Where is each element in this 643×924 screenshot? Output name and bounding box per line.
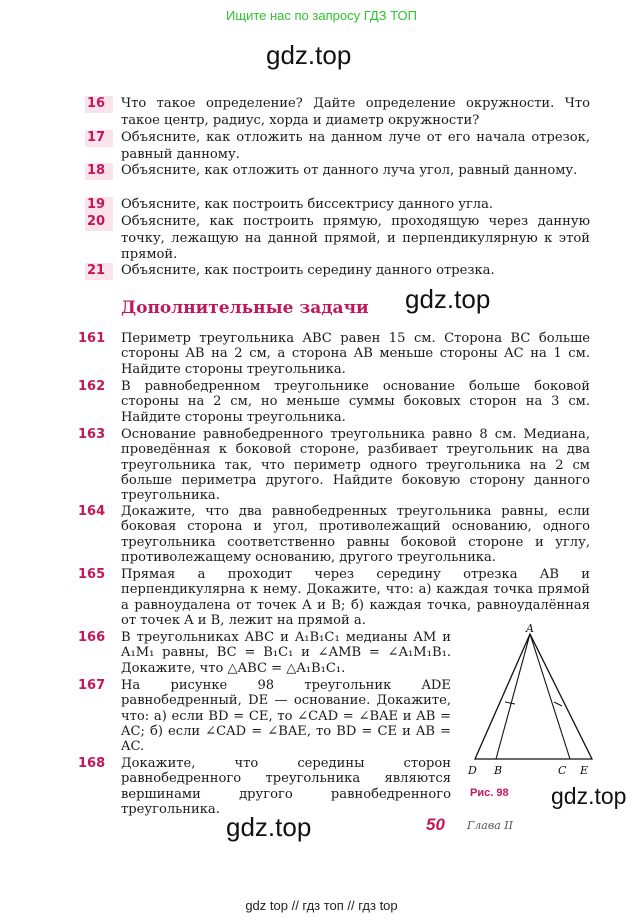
problem-number: 161 [78, 331, 106, 346]
question-item [85, 96, 590, 129]
problem-text: В равнобедренном треугольнике основание больше боковой стороны на 2 см, но меньше суммы боковых сторон на 3 см. Найдите стороны треугольника. [121, 379, 590, 425]
label-c: C [558, 764, 567, 777]
problem-text: Периметр треугольника ABC равен 15 см. Сторона BC больше стороны AB на 2 см, а сторона AB меньше стороны AC на 1 см. Найдите стороны треугольника. [121, 331, 590, 377]
question-text: Объясните, как отложить на данном луче от его начала отрезок, равный данному. [121, 130, 590, 162]
tick-mark [554, 702, 562, 706]
question-number: 20 [85, 214, 113, 231]
label-e: E [580, 764, 589, 777]
section-title: Дополнительные задачи [121, 298, 369, 318]
question-item [85, 130, 590, 163]
problem-item [78, 630, 451, 676]
label-d: D [468, 764, 477, 777]
chapter-label: Глава II [467, 819, 513, 832]
question-text: Объясните, как построить прямую, проходящую через данную точку, лежащую на данной прямой, и перпендикулярную к этой прямой. [121, 214, 590, 263]
question-item [85, 163, 590, 180]
problem-text: Основание равнобедренного треугольника равно 8 см. Медиана, проведённая к боковой стороне, разбивает треугольник на два треугольника так, что периметр одного треугольника на 2 см больше периметра другого. Найдите боковую сторону данного треугольника. [121, 427, 590, 504]
label-b: B [494, 764, 503, 777]
segment-ab [496, 634, 530, 759]
problem-text: Докажите, что два равнобедренных треугольника равны, если боковая сторона и угол, противолежащий основанию, одного треугольника соответственно равны боковой стороне и углу, противолежащему основанию, другого треугольника. [121, 504, 590, 565]
problem-number: 166 [78, 630, 106, 645]
tick-mark [505, 702, 515, 704]
problem-text: На рисунке 98 треугольник ADE равнобедренный, DE — основание. Докажите, что: а) если BD = CE, то ∠CAD = ∠BAE и AB = AC; б) если ∠CAD = ∠BAE, то BD = CE и AB = AC. [121, 678, 451, 755]
question-text: Объясните, как отложить от данного луча угол, равный данному. [121, 163, 578, 178]
figure-caption: Рис. 98 [470, 787, 509, 799]
label-a: A [526, 622, 534, 635]
watermark: gdz.top [551, 783, 627, 809]
question-text: Что такое определение? Дайте определение окружности. Что такое центр, радиус, хорда и диаметр окружности? [121, 96, 590, 128]
question-text: Объясните, как построить биссектрису данного угла. [121, 197, 494, 212]
problem-item [78, 379, 590, 425]
watermark: gdz.top [266, 40, 352, 70]
problem-number: 162 [78, 379, 106, 394]
question-number: 17 [85, 130, 113, 147]
problem-item [78, 331, 590, 377]
problem-number: 164 [78, 504, 106, 519]
problem-number: 167 [78, 678, 106, 693]
problem-text: Прямая a проходит через середину отрезка AB и перпендикулярна к нему. Докажите, что: а) каждая точка прямой a равноудалена от точек A и B; б) каждая точка, равноудалённая от точек A и B, лежит на прямой a. [121, 567, 590, 628]
problem-item [78, 756, 451, 817]
top-banner[interactable]: Ищите нас по запросу ГДЗ ТОП [226, 8, 417, 23]
problem-number: 168 [78, 756, 106, 771]
footer-links[interactable]: gdz top // гдз топ // гдз top [245, 898, 398, 913]
problem-text: В треугольниках ABC и A₁B₁C₁ медианы AM и A₁M₁ равны, BC = B₁C₁ и ∠AMB = ∠A₁M₁B₁. Докажите, что △ABC = △A₁B₁C₁. [121, 630, 452, 676]
problem-number: 163 [78, 427, 106, 442]
problem-item [78, 427, 590, 503]
question-number: 16 [85, 96, 113, 113]
triangle-ade [475, 634, 592, 759]
question-text: Объясните, как построить середину данного отрезка. [121, 263, 495, 278]
watermark: gdz.top [405, 284, 491, 314]
problem-text: Докажите, что середины сторон равнобедренного треугольника являются вершинами другого равнобедренного треугольника. [121, 756, 451, 817]
watermark: gdz.top [226, 812, 312, 842]
question-number: 21 [85, 263, 113, 280]
triangle-figure [462, 622, 602, 782]
segment-ac [530, 634, 570, 759]
question-item [85, 197, 590, 214]
question-number: 18 [85, 163, 113, 180]
problem-item [78, 678, 451, 754]
page-number: 50 [426, 815, 445, 834]
question-item [85, 263, 590, 280]
problem-item [78, 504, 590, 565]
question-number: 19 [85, 197, 113, 214]
question-item [85, 214, 590, 264]
problem-item [78, 567, 590, 628]
problem-number: 165 [78, 567, 106, 582]
